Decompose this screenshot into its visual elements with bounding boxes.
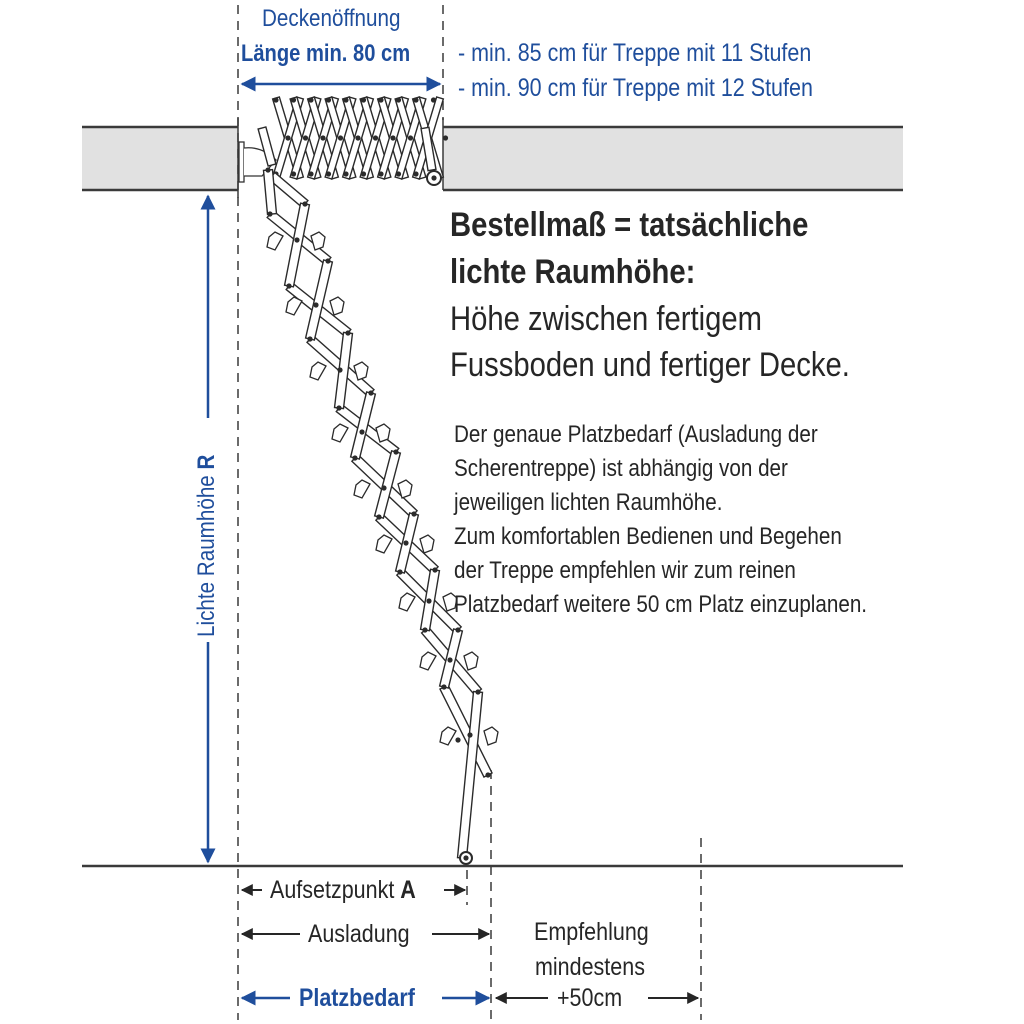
order-size-desc-2: Fussboden und fertiger Decke. (450, 346, 850, 384)
pivot-pin (408, 135, 413, 140)
ausladung-label: Ausladung (308, 920, 410, 948)
space-note (454, 418, 867, 622)
opening-requirement-11: - min. 85 cm für Treppe mit 11 Stufen (458, 39, 812, 67)
pivot-pin (308, 97, 313, 102)
space-note-line: der Treppe empfehlen wir zum reinen (454, 557, 796, 584)
pivot-pin (431, 175, 436, 180)
step-tread (354, 480, 370, 498)
pivot-pin (455, 627, 460, 632)
pivot-pin (381, 485, 386, 490)
ceiling-slab-left (82, 118, 238, 198)
pivot-pin (396, 171, 401, 176)
recommendation-line-2: mindestens (535, 953, 645, 981)
recommendation-line-3: +50cm (557, 984, 623, 1012)
step-tread (286, 297, 302, 315)
platzbedarf-label: Platzbedarf (299, 984, 415, 1012)
room-height-label: Lichte Raumhöhe R (193, 454, 220, 637)
recommendation-line-1: Empfehlung (534, 918, 649, 946)
pivot-pin (397, 569, 402, 574)
pivot-pin (378, 97, 383, 102)
pivot-pin (313, 302, 318, 307)
space-note-line: Der genaue Platzbedarf (Ausladung der (454, 421, 818, 448)
step-tread (267, 232, 283, 250)
pivot-pin (265, 167, 270, 172)
order-size-heading-2: lichte Raumhöhe: (450, 253, 696, 291)
pivot-pin (345, 330, 350, 335)
pivot-pin (413, 171, 418, 176)
pivot-pin (325, 258, 330, 263)
pivot-pin (343, 171, 348, 176)
space-note-line: Platzbedarf weitere 50 cm Platz einzuplanen. (454, 591, 868, 618)
pivot-pin (336, 405, 341, 410)
pivot-pin (361, 97, 366, 102)
space-note-line: jeweiligen lichten Raumhöhe. (454, 489, 723, 516)
pivot-pin (431, 97, 436, 102)
pivot-pin (343, 97, 348, 102)
pivot-pin (338, 135, 343, 140)
pivot-pin (396, 97, 401, 102)
pivot-pin (443, 135, 448, 140)
pivot-pin (422, 627, 427, 632)
pivot-pin (403, 540, 408, 545)
pivot-pin (411, 511, 416, 516)
opening-length-label: Länge min. 80 cm (241, 40, 411, 67)
pivot-pin (475, 689, 480, 694)
pivot-pin (326, 171, 331, 176)
pivot-pin (463, 855, 468, 860)
opening-title: Deckenöffnung (262, 5, 401, 32)
pivot-pin (307, 336, 312, 341)
space-note-line: Zum komfortablen Bedienen und Begehen (454, 523, 842, 550)
pivot-pin (303, 135, 308, 140)
step-tread (464, 652, 478, 670)
step-tread (420, 535, 434, 553)
pivot-pin (308, 171, 313, 176)
pivot-pin (467, 732, 472, 737)
pivot-pin (286, 283, 291, 288)
step-tread (332, 424, 348, 442)
pivot-pin (447, 657, 452, 662)
step-tread (310, 362, 326, 380)
folded-scissor-mechanism (258, 97, 448, 185)
pivot-pin (393, 449, 398, 454)
pivot-pin (432, 567, 437, 572)
pivot-pin (355, 135, 360, 140)
step-tread (376, 535, 392, 553)
pivot-pin (267, 211, 272, 216)
pivot-pin (455, 737, 460, 742)
pivot-pin (352, 455, 357, 460)
pivot-pin (273, 97, 278, 102)
pivot-pin (361, 171, 366, 176)
pivot-pin (390, 135, 395, 140)
space-note-line: Scherentreppe) ist abhängig von der (454, 455, 788, 482)
pivot-pin (326, 97, 331, 102)
pivot-pin (378, 171, 383, 176)
step-tread (484, 727, 498, 745)
pivot-pin (441, 684, 446, 689)
order-size-desc-1: Höhe zwischen fertigem (450, 300, 763, 338)
pivot-pin (291, 97, 296, 102)
step-tread (399, 593, 415, 611)
pivot-pin (337, 367, 342, 372)
pivot-pin (294, 237, 299, 242)
step-tread (420, 652, 436, 670)
pivot-pin (368, 390, 373, 395)
pivot-pin (413, 97, 418, 102)
pivot-pin (373, 135, 378, 140)
ceiling-slab-right (443, 118, 903, 190)
pivot-pin (291, 171, 296, 176)
pivot-pin (320, 135, 325, 140)
pivot-pin (302, 201, 307, 206)
pivot-pin (426, 598, 431, 603)
opening-requirement-12: - min. 90 cm für Treppe mit 12 Stufen (458, 74, 813, 102)
pivot-pin (376, 514, 381, 519)
order-size-heading-1: Bestellmaß = tatsächliche (450, 206, 809, 244)
pivot-pin (285, 135, 290, 140)
pivot-pin (359, 429, 364, 434)
step-tread (440, 727, 456, 745)
pivot-pin (485, 772, 490, 777)
step-tread (330, 297, 344, 315)
aufsetzpunkt-label: Aufsetzpunkt A (270, 876, 416, 904)
